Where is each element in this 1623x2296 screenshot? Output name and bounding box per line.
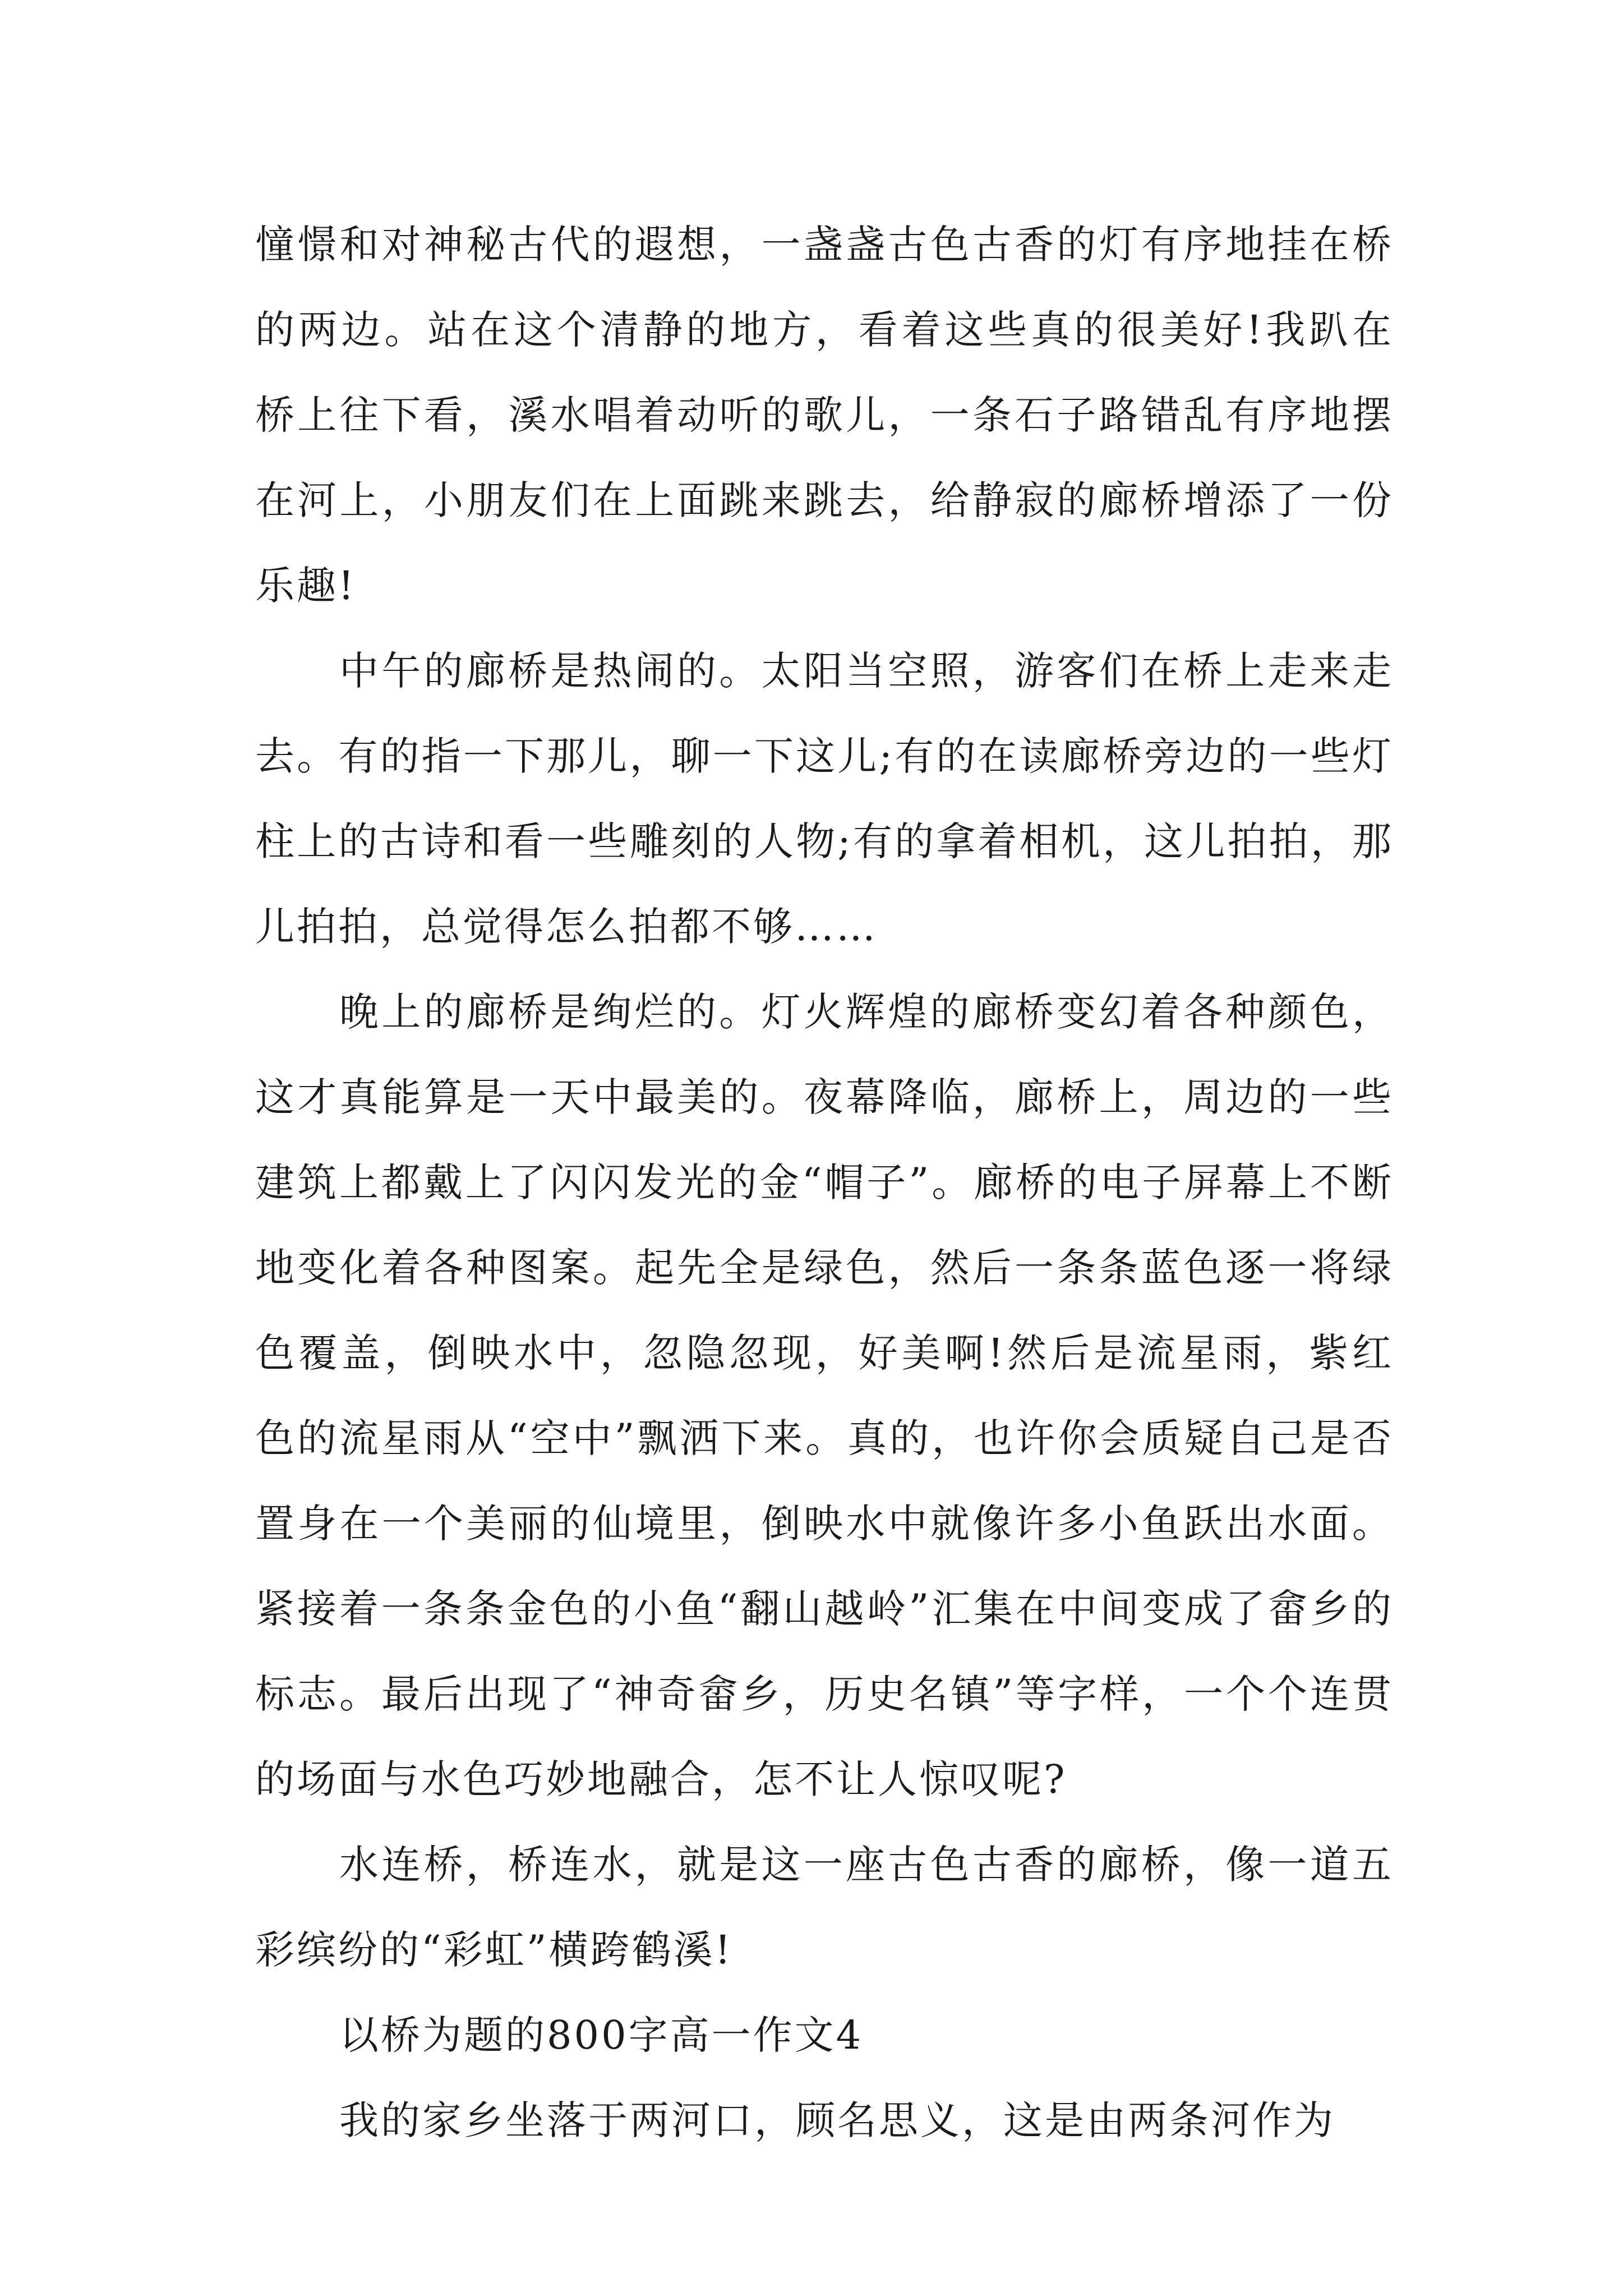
paragraph-4: 水连桥，桥连水，就是这一座古色古香的廊桥，像一道五彩缤纷的“彩虹”横跨鹤溪! xyxy=(255,1842,1394,1973)
paragraph-1: 憧憬和对神秘古代的遐想，一盏盏古色古香的灯有序地挂在桥的两边。站在这个清静的地方，看着这些真的很美好!我趴在桥上往下看，溪水唱着动听的歌儿，一条石子路错乱有序地摆在河上，小朋友们在上面跳来跳去，给静寂的廊桥增添了一份乐趣! xyxy=(255,222,1394,609)
paragraph-2: 中午的廊桥是热闹的。太阳当空照，游客们在桥上走来走去。有的指一下那儿，聊一下这儿;有的在读廊桥旁边的一些灯柱上的古诗和看一些雕刻的人物;有的拿着相机，这儿拍拍，那儿拍拍，总觉得怎么拍都不够…… xyxy=(255,648,1394,950)
paragraph-3: 晚上的廊桥是绚烂的。灯火辉煌的廊桥变幻着各种颜色，这才真能算是一天中最美的。夜幕降临，廊桥上，周边的一些建筑上都戴上了闪闪发光的金“帽子”。廊桥的电子屏幕上不断地变化着各种图案。起先全是绿色，然后一条条蓝色逐一将绿色覆盖，倒映水中，忽隐忽现，好美啊!然后是流星雨，紫红色的流星雨从“空中”飘洒下来。真的，也许你会质疑自己是否置身在一个美丽的仙境里，倒映水中就像许多小鱼跃出水面。紧接着一条条金色的小鱼“翻山越岭”汇集在中间变成了畲乡的标志。最后出现了“神奇畲乡，历史名镇”等字样，一个个连贯的场面与水色巧妙地融合，怎不让人惊叹呢? xyxy=(255,989,1394,1802)
section-heading: 以桥为题的800字高一作文4 xyxy=(339,2012,864,2058)
paragraph-5: 我的家乡坐落于两河口，顾名思义，这是由两条河作为 xyxy=(339,2097,1335,2143)
document-page xyxy=(255,202,1394,2163)
